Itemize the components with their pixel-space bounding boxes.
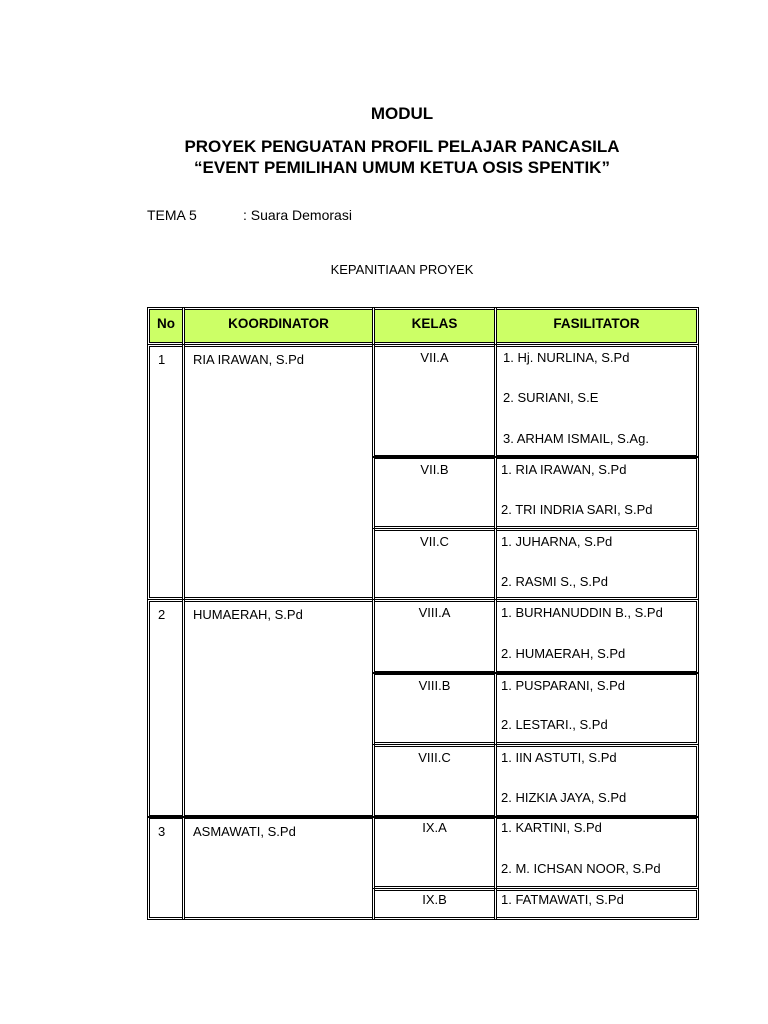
tema-label: TEMA 5 (147, 207, 197, 223)
group-no-cell (149, 346, 183, 598)
kelas-cell (374, 601, 495, 672)
group-koordinator-cell (184, 818, 373, 918)
group-koordinator-cell (184, 346, 373, 598)
document-title-line2: “EVENT PEMILIHAN UMUM KETUA OSIS SPENTIK” (194, 158, 610, 177)
fasilitator-cell (496, 530, 697, 598)
fasilitator-cell (496, 746, 697, 816)
fasilitator-cell (496, 346, 697, 456)
fasilitator-item: 1. BURHANUDDIN B., S.Pd (501, 605, 663, 620)
group-no: 3 (158, 824, 166, 839)
header-no-label: No (157, 316, 175, 331)
header-cell-kelas (374, 309, 495, 343)
fasilitator-cell (496, 458, 697, 527)
fasilitator-cell (496, 818, 697, 887)
fasilitator-item: 1. IIN ASTUTI, S.Pd (501, 750, 617, 765)
header-cell-no (149, 309, 183, 343)
fasilitator-item: 1. KARTINI, S.Pd (501, 820, 602, 835)
fasilitator-item: 2. HIZKIA JAYA, S.Pd (501, 790, 627, 805)
fasilitator-item: 1. PUSPARANI, S.Pd (501, 678, 626, 693)
modul-heading: MODUL (370, 104, 434, 123)
header-cell-fasilitator (496, 309, 697, 343)
kelas-cell (374, 818, 495, 887)
group-no: 1 (158, 352, 166, 367)
kelas-label: IX.B (422, 892, 447, 907)
fasilitator-cell (496, 674, 697, 743)
group-koordinator: HUMAERAH, S.Pd (193, 607, 303, 622)
fasilitator-item: 2. M. ICHSAN NOOR, S.Pd (501, 861, 661, 876)
fasilitator-item: 1. JUHARNA, S.Pd (501, 534, 613, 549)
kelas-cell (374, 530, 495, 598)
fasilitator-cell (496, 890, 697, 918)
kelas-label: VIII.C (418, 750, 451, 765)
tema-value: : Suara Demorasi (243, 207, 352, 223)
header-fasilitator-label: FASILITATOR (553, 316, 640, 331)
group-no-cell (149, 601, 183, 816)
header-koordinator-label: KOORDINATOR (228, 316, 329, 331)
fasilitator-item: 2. HUMAERAH, S.Pd (501, 646, 626, 661)
kelas-cell (374, 890, 495, 918)
fasilitator-cell (496, 601, 697, 672)
header-cell-koordinator (184, 309, 373, 343)
group-koordinator: RIA IRAWAN, S.Pd (193, 352, 305, 367)
kelas-cell (374, 746, 495, 816)
document-title-line1: PROYEK PENGUATAN PROFIL PELAJAR PANCASILA (184, 137, 620, 156)
fasilitator-item: 2. LESTARI., S.Pd (501, 717, 608, 732)
section-title: KEPANITIAAN PROYEK (330, 262, 474, 277)
fasilitator-item: 2. TRI INDRIA SARI, S.Pd (501, 502, 653, 517)
kelas-label: VII.B (420, 462, 449, 477)
fasilitator-item: 2. SURIANI, S.E (503, 390, 599, 405)
group-koordinator-cell (184, 601, 373, 816)
kelas-cell (374, 346, 495, 456)
kelas-cell (374, 674, 495, 743)
kelas-label: VIII.B (418, 678, 451, 693)
header-kelas-label: KELAS (411, 316, 458, 331)
kelas-label: VII.C (420, 534, 449, 549)
group-no-cell (149, 818, 183, 918)
kelas-cell (374, 458, 495, 527)
fasilitator-item: 3. ARHAM ISMAIL, S.Ag. (503, 431, 649, 446)
kelas-label: VII.A (420, 350, 449, 365)
kelas-label: VIII.A (418, 605, 451, 620)
fasilitator-item: 2. RASMI S., S.Pd (501, 574, 608, 589)
group-koordinator: ASMAWATI, S.Pd (193, 824, 296, 839)
kelas-label: IX.A (422, 820, 447, 835)
fasilitator-item: 1. Hj. NURLINA, S.Pd (503, 350, 630, 365)
fasilitator-item: 1. FATMAWATI, S.Pd (501, 892, 624, 907)
group-no: 2 (158, 607, 166, 622)
fasilitator-item: 1. RIA IRAWAN, S.Pd (501, 462, 627, 477)
